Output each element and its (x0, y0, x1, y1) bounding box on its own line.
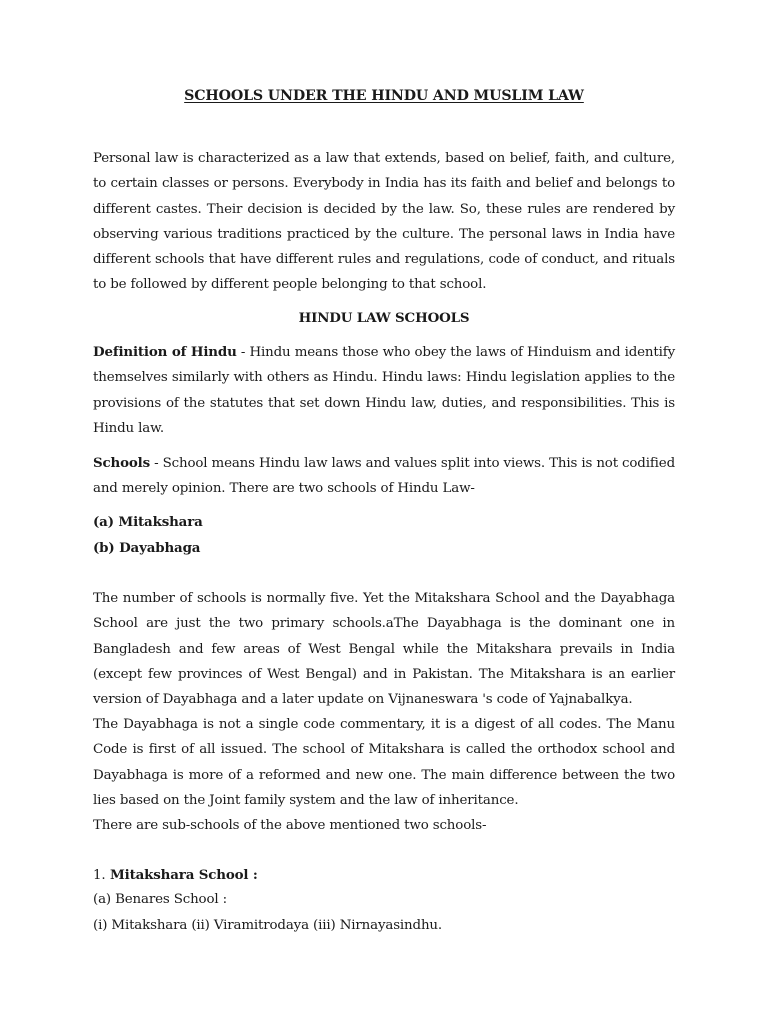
benares-school-line: (a) Benares School : (93, 892, 227, 907)
dayabhaga-paragraph: The Dayabhaga is not a single code commentary, it is a digest of all codes. The Manu Code is first of all issued. The school of Mitakshara is called the orthodox school and Dayabhaga is more of a reformed and new one. The main difference between the two lies based on the Joint family system and the law of inheritance. (93, 717, 675, 808)
definition-paragraph (93, 340, 675, 441)
schools-text: - School means Hindu law laws and values split into views. This is not codified and merely opinion. There are two schools of Hindu Law- (93, 456, 675, 497)
definition-text: - Hindu means those who obey the laws of Hinduism and identify themselves similarly with others as Hindu. Hindu laws: Hindu legislation applies to the provisions of the statutes that set down Hindu law, duties, and responsibilities. This is Hindu law. (93, 345, 675, 436)
mitakshara-heading-text: Mitakshara School : (105, 867, 258, 883)
schools-paragraph (93, 451, 675, 502)
definition-term: Definition of Hindu (93, 344, 237, 360)
intro-paragraph: Personal law is characterized as a law that extends, based on belief, faith, and culture, to certain classes or persons. Everybody in India has its faith and belief and belongs to different castes. Their decision is decided by the law. So, these rules are rendered by observing various traditions practiced by the culture. The personal laws in India have different schools that have different rules and regulations, code of conduct, and rituals to be followed by different people belonging to that school. (93, 151, 675, 293)
sub-schools-line: There are sub-schools of the above mentioned two schools- (93, 818, 487, 833)
schools-term: Schools (93, 455, 150, 471)
school-b-item: (b) Dayabhaga (93, 540, 201, 556)
hindu-law-schools-heading: HINDU LAW SCHOOLS (298, 310, 470, 326)
mitakshara-number: 1. (93, 868, 106, 883)
school-a-item: (a) Mitakshara (93, 514, 203, 530)
mitakshara-school-heading (93, 867, 258, 883)
number-of-schools-paragraph: The number of schools is normally five. Yet the Mitakshara School and the Dayabhaga School are just the two primary schools.aThe Dayabhaga is the dominant one in Bangladesh and few areas of West Bengal while the Mitakshara prevails in India (except few provinces of West Bengal) and in Pakistan. The Mitakshara is an earlier version of Dayabhaga and a later update on Vijnaneswara 's code of Yajnabalkya. (93, 591, 675, 708)
document-title: SCHOOLS UNDER THE HINDU AND MUSLIM LAW (184, 88, 584, 104)
benares-works-line: (i) Mitakshara (ii) Viramitrodaya (iii) Nirnayasindhu. (93, 918, 443, 933)
